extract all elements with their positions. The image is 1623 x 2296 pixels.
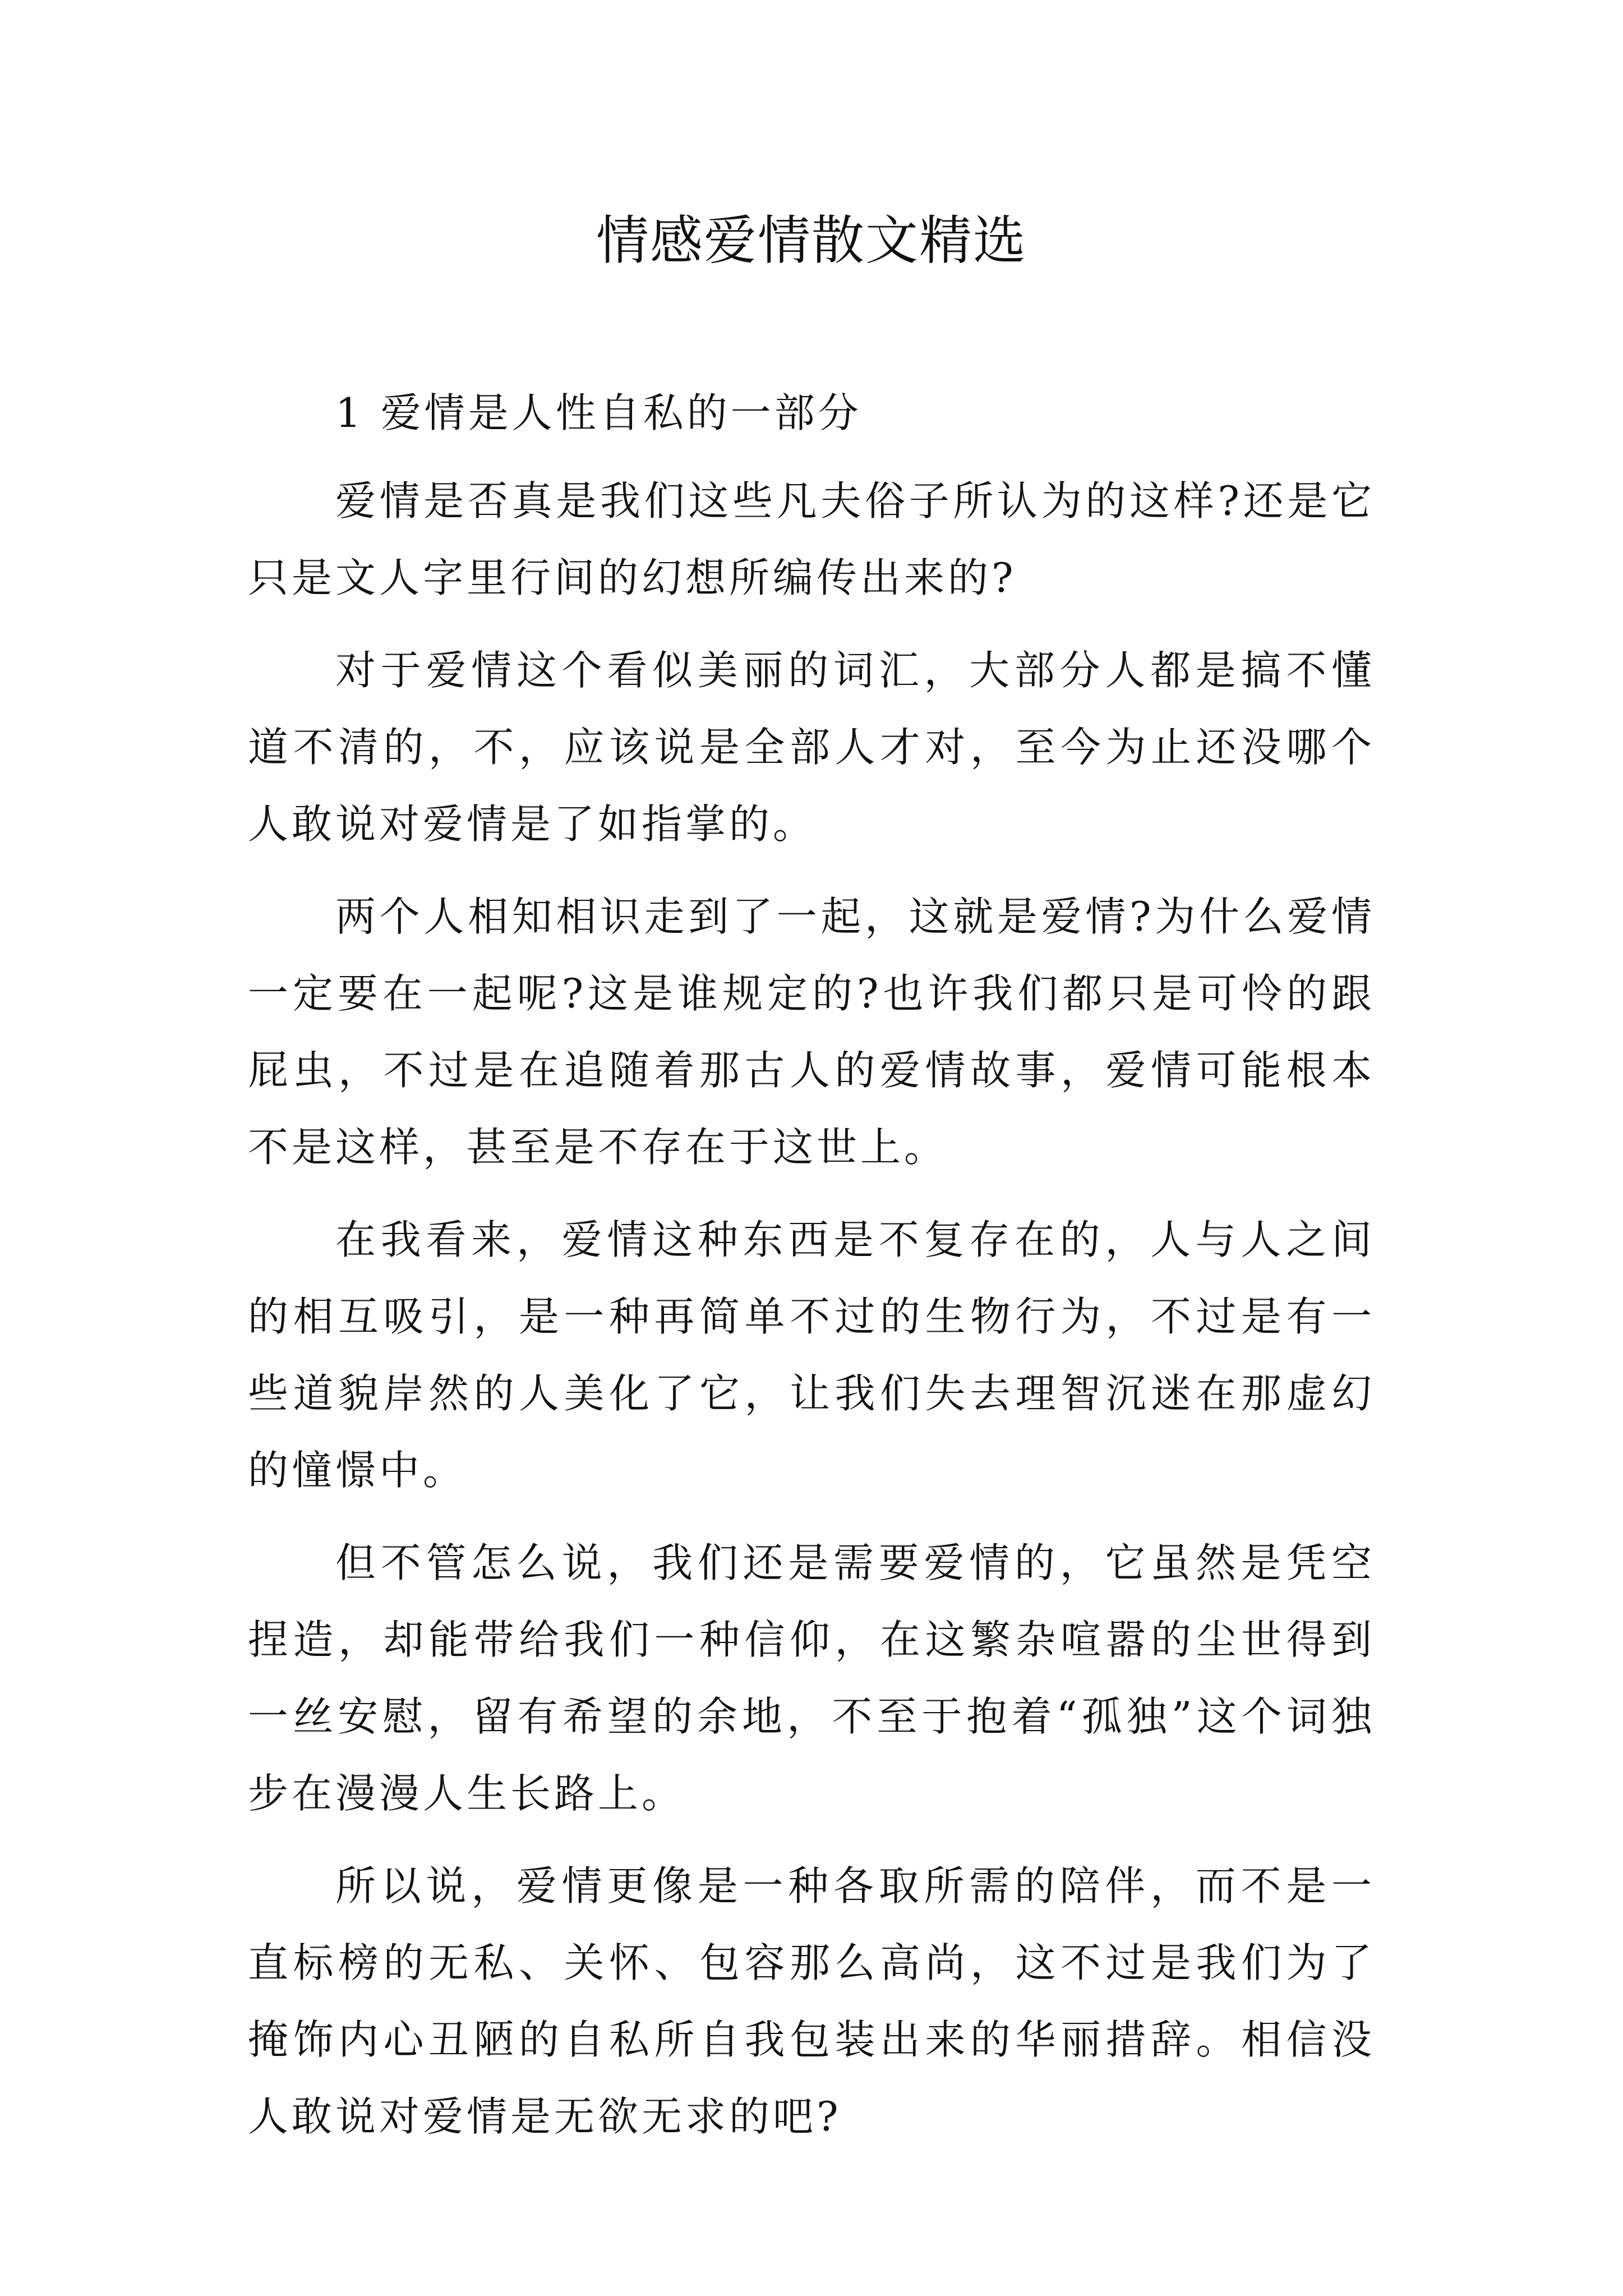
paragraph: 两个人相知相识走到了一起，这就是爱情?为什么爱情一定要在一起呢?这是谁规定的?也许我们都只是可怜的跟屁虫，不过是在追随着那古人的爱情故事，爱情可能根本不是这样，甚至是不存在于这世上。 [248, 893, 1375, 1171]
document-title: 情感爱情散文精选 [596, 210, 1027, 272]
paragraph: 但不管怎么说，我们还是需要爱情的，它虽然是凭空捏造，却能带给我们一种信仰，在这繁杂喧嚣的尘世得到一丝安慰，留有希望的余地，不至于抱着“孤独”这个词独步在漫漫人生长路上。 [248, 1539, 1375, 1817]
section-heading: 1 爱情是人性自私的一部分 [335, 389, 862, 436]
paragraph: 在我看来，爱情这种东西是不复存在的，人与人之间的相互吸引，是一种再简单不过的生物行为，不过是有一些道貌岸然的人美化了它，让我们失去理智沉迷在那虚幻的憧憬中。 [248, 1216, 1375, 1494]
paragraph: 所以说，爱情更像是一种各取所需的陪伴，而不是一直标榜的无私、关怀、包容那么高尚，这不过是我们为了掩饰内心丑陋的自私所自我包装出来的华丽措辞。相信没人敢说对爱情是无欲无求的吧? [248, 1862, 1375, 2140]
document-body [248, 375, 1375, 2171]
paragraph: 对于爱情这个看似美丽的词汇，大部分人都是搞不懂道不清的，不，应该说是全部人才对，至今为止还没哪个人敢说对爱情是了如指掌的。 [248, 647, 1375, 848]
paragraph: 爱情是否真是我们这些凡夫俗子所认为的这样?还是它只是文人字里行间的幻想所编传出来的? [248, 477, 1375, 601]
